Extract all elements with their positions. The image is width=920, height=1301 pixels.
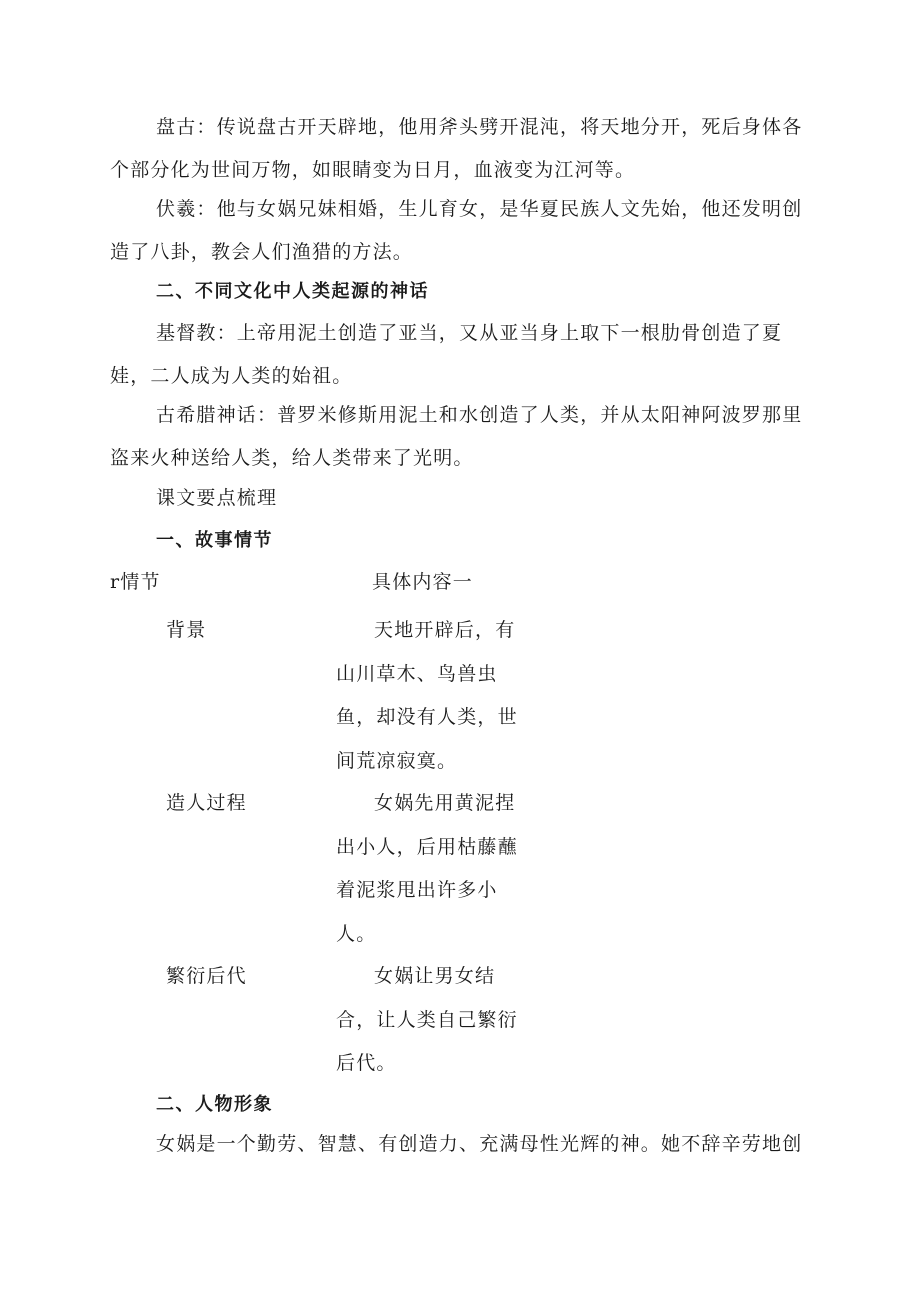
- outline-heading: 课文要点梳理: [156, 487, 278, 509]
- table-row-content: 女娲先用黄泥捏出小人，后用枯藤蘸着泥浆甩出许多小人。: [336, 792, 518, 945]
- paragraph-christian: 基督教：上帝用泥土创造了亚当，又从亚当身上取下一根肋骨创造了夏娃，二人成为人类的始祖。: [110, 322, 783, 387]
- table-row-content: 天地开辟后，有山川草木、鸟兽虫鱼，却没有人类，世间荒凉寂寞。: [336, 619, 518, 772]
- paragraph-fuxi: 伏羲：他与女娲兄妹相婚，生儿育女，是华夏民族人文先始，他还发明创造了八卦，教会人们渔猎的方法。: [110, 198, 803, 263]
- table-header-plot: r情节: [110, 571, 161, 593]
- section-heading-plot: 一、故事情节: [156, 530, 273, 551]
- paragraph-nuwa-character: 女娲是一个勤劳、智慧、有创造力、充满母性光辉的神。她不辞辛劳地创: [156, 1133, 803, 1155]
- paragraph-pangu: 盘古：传说盘古开天辟地，他用斧头劈开混沌，将天地分开，死后身体各个部分化为世间万物，如眼睛变为日月，血液变为江河等。: [110, 116, 803, 181]
- section-heading-myths: 二、不同文化中人类起源的神话: [156, 281, 429, 302]
- table-row-label: 造人过程: [166, 792, 247, 814]
- table-row-content: 女娲让男女结合，让人类自己繁衍后代。: [336, 965, 518, 1074]
- table-row-label: 繁衍后代: [166, 965, 247, 987]
- paragraph-greek: 古希腊神话：普罗米修斯用泥土和水创造了人类，并从太阳神阿波罗那里盗来火种送给人类，给人类带来了光明。: [110, 404, 803, 469]
- section-heading-character: 二、人物形象: [156, 1094, 273, 1115]
- table-header-content: 具体内容一: [372, 571, 474, 593]
- table-row-label: 背景: [166, 619, 207, 641]
